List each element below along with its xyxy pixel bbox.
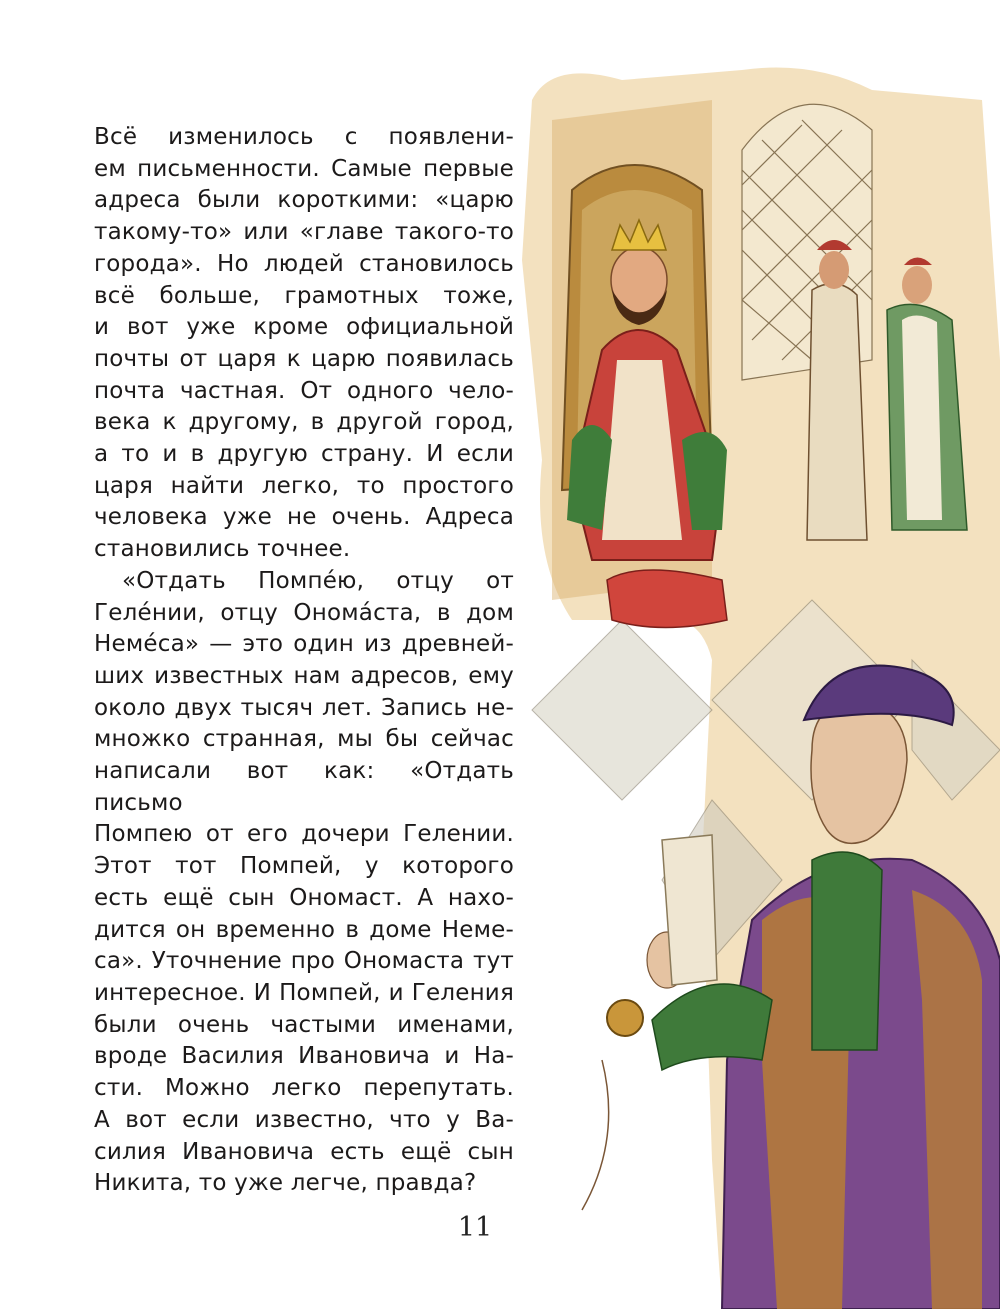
text-line: почта частная. От одного чело- (94, 377, 514, 404)
text-line: «Отдать Помпе́ю, отцу от (122, 567, 514, 594)
text-line: становились точнее. (94, 536, 351, 563)
text-line: интересное. И Помпей, и Геления (94, 979, 514, 1006)
text-line: ем письменности. Самые первые (94, 155, 514, 182)
illustration (512, 60, 1000, 1309)
page-number: 11 (457, 1212, 493, 1243)
text-line: написали вот как: «Отдать письмо (94, 758, 514, 816)
text-line: А вот если известно, что у Ва- (94, 1106, 514, 1133)
text-line: такому-то» или «главе такого-то (94, 219, 514, 246)
text-line: города». Но людей становилось (94, 250, 514, 277)
text-line: человека уже не очень. Адреса (94, 504, 514, 531)
text-line: всё больше, грамотных тоже, (94, 282, 514, 309)
text-line: са». Уточнение про Ономаста тут (94, 948, 514, 975)
text-line: почты от царя к царю появилась (94, 345, 514, 372)
main-text (94, 122, 514, 1200)
text-line: Геле́нии, отцу Онома́ста, в дом (94, 599, 514, 626)
text-line: Этот тот Помпей, у которого (94, 853, 514, 880)
text-line: Никита, то уже легче, правда? (94, 1170, 477, 1197)
text-line: адреса были короткими: «царю (94, 187, 514, 214)
text-line: силия Ивановича есть ещё сын (94, 1138, 514, 1165)
text-line: Неме́са» — это один из древней- (94, 631, 514, 658)
text-line: царя найти легко, то простого (94, 472, 514, 499)
text-line: сти. Можно легко перепутать. (94, 1075, 514, 1102)
text-line: века к другому, в другой город, (94, 409, 514, 436)
text-line: дится он временно в доме Неме- (94, 916, 514, 943)
text-line: Всё изменилось с появлени- (94, 124, 514, 150)
text-line: и вот уже кроме официальной (94, 314, 514, 341)
text-line: множко странная, мы бы сейчас (94, 726, 514, 753)
text-line: Помпею от его дочери Гелении. (94, 821, 514, 848)
text-line: были очень частыми именами, (94, 1011, 514, 1038)
text-line: ших известных нам адресов, ему (94, 662, 514, 689)
text-line: вроде Василия Ивановича и На- (94, 1043, 514, 1070)
paragraph-1 (94, 122, 514, 566)
text-line: а то и в другую страну. И если (94, 441, 514, 468)
paragraph-2 (94, 566, 514, 1200)
text-line: есть ещё сын Ономаст. А нахо- (94, 884, 514, 911)
text-line: около двух тысяч лет. Запись не- (94, 694, 514, 721)
